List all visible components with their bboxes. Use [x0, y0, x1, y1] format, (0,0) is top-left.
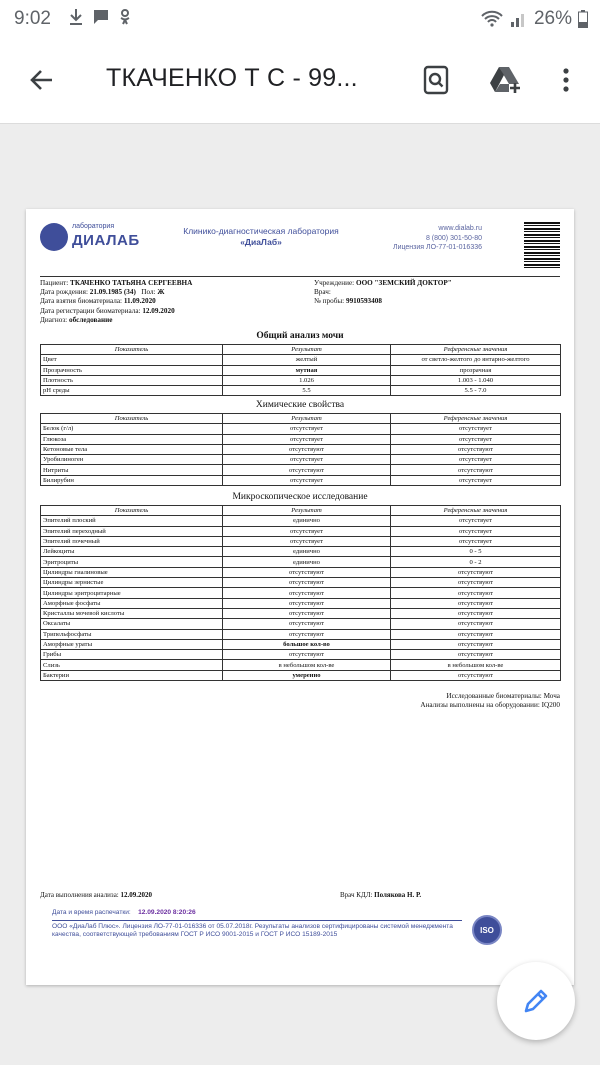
- back-button[interactable]: [24, 62, 60, 98]
- arrow-left-icon: [24, 62, 60, 98]
- table-row: Аморфные фосфаты отсутствуют отсутствуют: [41, 598, 561, 608]
- search-in-document-button[interactable]: [416, 60, 456, 100]
- table-row: pH среды 5.5 5.5 - 7.0: [41, 386, 561, 396]
- table-row: Прозрачность мутная прозрачная: [41, 365, 561, 375]
- barcode: [524, 222, 560, 270]
- table-row: Цилиндры гиалиновые отсутствуют отсутствуют: [41, 567, 561, 577]
- table-row: Бактерии умеренно отсутствуют: [41, 670, 561, 680]
- status-time: 9:02: [14, 8, 51, 29]
- table-row: Эпителий плоский единично отсутствует: [41, 516, 561, 526]
- table-row: Кетоновые тела отсутствуют отсутствуют: [41, 444, 561, 454]
- table-header: Показатель Результат Референсные значения: [41, 345, 561, 355]
- status-bar: [0, 0, 600, 38]
- signal-icon: [510, 10, 528, 28]
- section-title-microscopy: Микроскопическое исследование: [232, 492, 368, 502]
- add-to-drive-button[interactable]: [486, 60, 526, 100]
- table-microscopy: [40, 505, 561, 681]
- table-row: Плотность 1.026 1.003 - 1.040: [41, 375, 561, 385]
- drive-add-icon: [489, 65, 523, 95]
- more-options-button[interactable]: [546, 60, 586, 100]
- print-footer: Дата и время распечатки: 12.09.2020 8:20:26 ООО «ДиаЛаб Плюс». Лицензия ЛО-77-01-016336 от 05.07.2018г. Результаты анализов сертифицированы системой менеджмента качества, соответствующей требованиям ГОСТ Р ИСО 9001-2015 и ГОСТ Р ИСО 15189-2015: [52, 909, 482, 940]
- document-page[interactable]: [26, 209, 574, 985]
- table-row: Трипельфосфаты отсутствуют отсутствуют: [41, 629, 561, 639]
- notification-icons: [68, 8, 132, 26]
- analysis-notes: Исследованные биоматериалы: Моча Анализы выполнены на оборудовании: IQ200: [420, 692, 560, 710]
- table-row: Слизь в небольшом кол-ве в небольшом кол-ве: [41, 660, 561, 670]
- table-row: Цилиндры эритроцитарные отсутствуют отсутствуют: [41, 588, 561, 598]
- pencil-icon: [521, 986, 551, 1016]
- table-row: Белок (г/л) отсутствует отсутствует: [41, 424, 561, 434]
- battery-icon: [578, 10, 588, 28]
- print-datetime: Дата и время распечатки: 12.09.2020 8:20:26: [52, 909, 196, 916]
- table-row: Лейкоциты единично 0 - 5: [41, 547, 561, 557]
- table-row: Нитриты отсутствуют отсутствуют: [41, 465, 561, 475]
- edit-fab-button[interactable]: [497, 962, 575, 1040]
- table-row: Эпителий почечный отсутствует отсутствует: [41, 536, 561, 546]
- table-row: Оксалаты отсутствуют отсутствуют: [41, 619, 561, 629]
- table-row: Уробилиноген отсутствует отсутствует: [41, 455, 561, 465]
- table-row: Аморфные ураты большое кол-во отсутствуют: [41, 639, 561, 649]
- lab-name: Клинико-диагностическая лаборатория «ДиаЛаб»: [183, 226, 339, 247]
- table-header: Показатель Результат Референсные значения: [41, 414, 561, 424]
- patient-info-right: Учреждение: ООО "ЗЕМСКИЙ ДОКТОР" Врач: № пробы: 9910593408: [314, 279, 452, 306]
- table-row: Грибы отсутствуют отсутствуют: [41, 650, 561, 660]
- header-divider: [40, 276, 560, 277]
- completion-date: Дата выполнения анализа: 12.09.2020: [40, 891, 152, 899]
- table-row: Цвет желтый от светло-желтого до янтарно-желтого: [41, 355, 561, 365]
- table-row: Кристаллы мочевой кислоты отсутствуют отсутствуют: [41, 608, 561, 618]
- logo-mark: [40, 223, 68, 251]
- iso-badge: ISO: [472, 915, 502, 945]
- document-title: ТКАЧЕНКО Т С - 99...: [106, 64, 358, 92]
- lab-contacts: www.dialab.ru 8 (800) 301-50-80 Лицензия ЛО-77-01-016336: [392, 225, 482, 251]
- message-icon: [92, 8, 110, 26]
- patient-info-left: Пациент: ТКАЧЕНКО ТАТЬЯНА СЕРГЕЕВНА Дата рождения: 21.09.1985 (34) Пол: Ж Дата взятия биоматериала: 11.09.2020 Дата регистрации биоматериала: 12.09.2020 Диагноз: обследование: [40, 279, 193, 324]
- table-row: Эпителий переходный отсутствует отсутствует: [41, 526, 561, 536]
- dialab-logo: лаборатория ДИАЛАБ: [40, 221, 140, 251]
- more-vert-icon: [562, 67, 570, 93]
- app-bar: [0, 38, 600, 124]
- download-icon: [68, 8, 84, 26]
- doctor-kdl: Врач КДЛ: Полякова Н. Р.: [340, 891, 422, 899]
- table-row: Эритроциты единично 0 - 2: [41, 557, 561, 567]
- table-header: Показатель Результат Референсные значения: [41, 506, 561, 516]
- ok-icon: [118, 8, 132, 26]
- find-in-page-icon: [423, 65, 449, 95]
- table-chemical: [40, 413, 561, 486]
- table-row: Билирубин отсутствует отсутствует: [41, 475, 561, 485]
- wifi-icon: [480, 10, 504, 28]
- section-title-chemical: Химические свойства: [255, 400, 345, 410]
- battery-percent: 26%: [533, 8, 572, 29]
- table-general: [40, 344, 561, 396]
- section-title-general: Общий анализ мочи: [256, 331, 344, 341]
- table-row: Цилиндры зернистые отсутствуют отсутствуют: [41, 578, 561, 588]
- table-row: Глюкоза отсутствует отсутствует: [41, 434, 561, 444]
- status-right: [480, 8, 588, 30]
